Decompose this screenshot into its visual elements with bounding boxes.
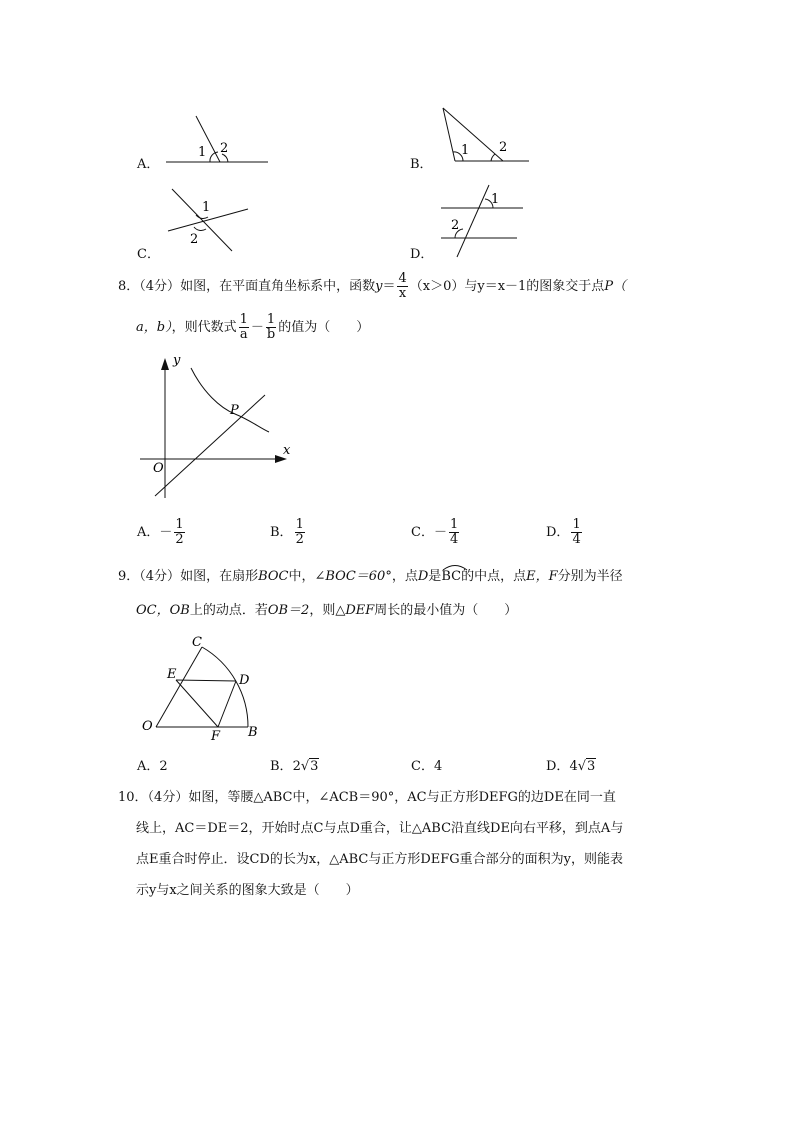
q8-option-b: B． $\frac{1}{2}$ bbox=[270, 517, 304, 547]
angle-2-label: 2 bbox=[190, 232, 199, 247]
angle-2-label: 2 bbox=[451, 218, 460, 233]
q9-sector-figure bbox=[138, 632, 268, 744]
y-axis-label: y bbox=[173, 353, 181, 368]
q7-option-d-label: D． bbox=[410, 247, 434, 262]
point-c-label: C bbox=[192, 635, 202, 650]
q10-line4: 示y与x之间关系的图象大致是（ ） bbox=[136, 883, 359, 898]
q8-option-d: D． $\frac{1}{4}$ bbox=[546, 517, 581, 547]
arc-bc: BC bbox=[441, 567, 461, 587]
angle-2-label: 2 bbox=[220, 141, 229, 156]
q8-option-c: C．－ $\frac{1}{4}$ bbox=[411, 517, 459, 547]
q10-line2: 线上，AC＝DE＝2，开始时点C与点D重合，让△ABC沿直线DE向右平移，到点A与 bbox=[136, 821, 624, 836]
q7-option-b-figure bbox=[435, 104, 535, 168]
origin-label: O bbox=[153, 461, 164, 476]
q9-option-a: A．2 bbox=[137, 759, 168, 774]
q7-option-a-figure bbox=[160, 110, 275, 170]
angle-2-label: 2 bbox=[499, 140, 508, 155]
point-d-label: D bbox=[239, 673, 250, 688]
q7-option-c-label: C． bbox=[137, 247, 160, 262]
point-b-label: B bbox=[248, 725, 258, 740]
angle-1-label: 1 bbox=[461, 143, 470, 158]
q8-coordinate-figure bbox=[135, 350, 300, 500]
angle-1-label: 1 bbox=[202, 200, 211, 215]
q9-option-b: B．2√3 bbox=[270, 759, 319, 774]
q7-option-b-label: B． bbox=[410, 157, 433, 172]
q8-function-fraction: $\frac{4}{x}$ bbox=[398, 271, 407, 301]
q9-line2: OC，OB上的动点．若OB＝2，则△DEF周长的最小值为（ ） bbox=[136, 603, 518, 618]
q8-expr-fraction-1: $\frac{1}{a}$ bbox=[239, 312, 248, 342]
q9-option-c: C．4 bbox=[411, 759, 443, 774]
q10-line3: 点E重合时停止．设CD的长为x，△ABC与正方形DEFG重合部分的面积为y，则能表 bbox=[136, 852, 623, 867]
point-f-label: F bbox=[211, 729, 221, 744]
point-p-label: P bbox=[230, 403, 239, 418]
point-o-label: O bbox=[142, 719, 153, 734]
q9-option-d: D．4√3 bbox=[546, 759, 596, 774]
q8-line1: 8．（4分）如图，在平面直角坐标系中，函数y＝ $\frac{4}{x}$ （x＞0）与y＝x－1的图象交于点P（ bbox=[118, 271, 627, 301]
q9-line1: 9．（4分）如图，在扇形BOC中，∠BOC＝60°，点D是 BC的中点，点E，F分别为半径 bbox=[118, 567, 623, 587]
point-e-label: E bbox=[167, 667, 177, 682]
q7-option-a-label: A． bbox=[137, 157, 160, 172]
q7-option-d-figure bbox=[435, 183, 535, 257]
angle-1-label: 1 bbox=[491, 192, 500, 207]
q8-expr-fraction-2: $\frac{1}{b}$ bbox=[266, 312, 276, 342]
q10-line1: 10．（4分）如图，等腰△ABC中，∠ACB＝90°，AC与正方形DEFG的边DE在同一直 bbox=[118, 790, 616, 805]
x-axis-label: x bbox=[283, 443, 291, 458]
q8-line2: a，b），则代数式 $\frac{1}{a}$ － $\frac{1}{b}$ 的值为（ ） bbox=[136, 312, 370, 342]
angle-1-label: 1 bbox=[198, 145, 207, 160]
q7-option-c-figure bbox=[160, 185, 260, 257]
q8-option-a: A．－ $\frac{1}{2}$ bbox=[137, 517, 184, 547]
